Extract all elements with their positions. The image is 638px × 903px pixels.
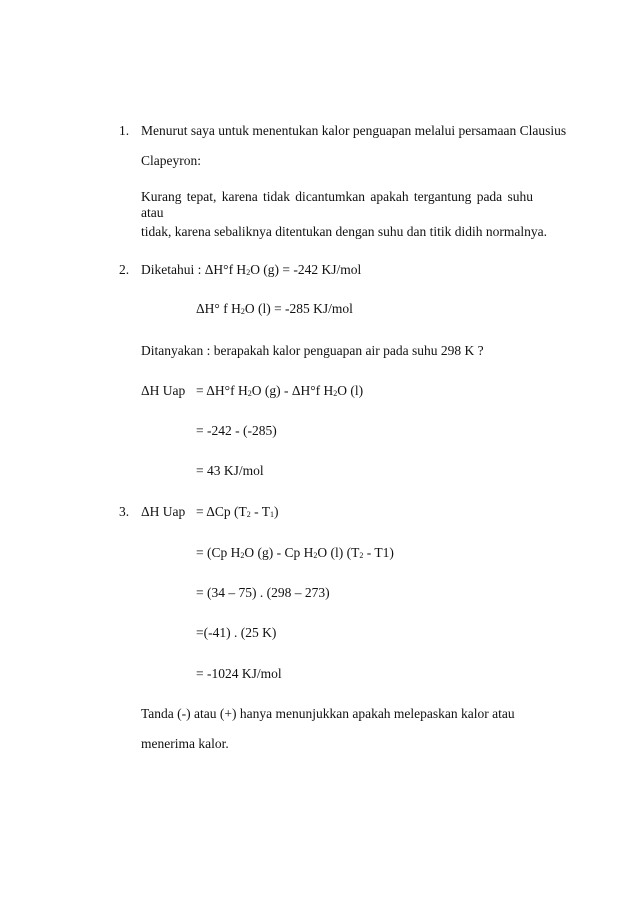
item-3-note-line-2: menerima kalor. bbox=[141, 736, 229, 751]
item-1-question-line-2: Clapeyron: bbox=[141, 153, 201, 168]
item-3-step-5: = -1024 KJ/mol bbox=[196, 666, 282, 681]
item-1-answer-line-2: tidak, karena sebaliknya ditentukan dengan suhu dan titik didih normalnya. bbox=[141, 224, 548, 239]
item-2-known-2: ΔH° f $H_2O$ (l) = -285 KJ/mol bbox=[196, 301, 353, 316]
item-3-step-4: =(-41) . (25 K) bbox=[196, 625, 277, 640]
item-2-calc-1: = ΔH°f $H_2O$ (g) - ΔH°f $H_2O$ (l) bbox=[196, 383, 364, 398]
item-3-number: 3. bbox=[119, 504, 130, 519]
item-2-asked: Ditanyakan : berapakah kalor penguapan air pada suhu 298 K ? bbox=[141, 343, 484, 358]
item-2-calc-3: = 43 KJ/mol bbox=[196, 463, 264, 478]
item-2-calc-2: = -242 - (-285) bbox=[196, 423, 277, 438]
item-1-number: 1. bbox=[119, 123, 130, 138]
item-2-dh-label: ΔH Uap bbox=[141, 383, 186, 398]
item-3-dh-label: ΔH Uap bbox=[141, 504, 186, 519]
item-3-step-1: = ΔCp $(T_2 - T_1)$ bbox=[196, 504, 279, 519]
item-2-number: 2. bbox=[119, 262, 130, 277]
item-3-step-2: = (Cp $H_2O$ (g) - Cp $H_2O$ (l) $(T_2 - T1)$ bbox=[196, 545, 394, 560]
item-1-question-line-1: Menurut saya untuk menentukan kalor penguapan melalui persamaan Clausius bbox=[141, 123, 567, 138]
item-3-step-3: = (34 – 75) . (298 – 273) bbox=[196, 585, 330, 600]
item-3-note-line-1: Tanda (-) atau (+) hanya menunjukkan apakah melepaskan kalor atau bbox=[141, 706, 515, 721]
item-1-answer-line-1: Kurang tepat, karena tidak dicantumkan apakah tergantung pada suhu atau bbox=[141, 189, 533, 220]
item-2-known-1: Diketahui : ΔH°f $H_2O$ (g) = -242 KJ/mol bbox=[141, 262, 362, 277]
